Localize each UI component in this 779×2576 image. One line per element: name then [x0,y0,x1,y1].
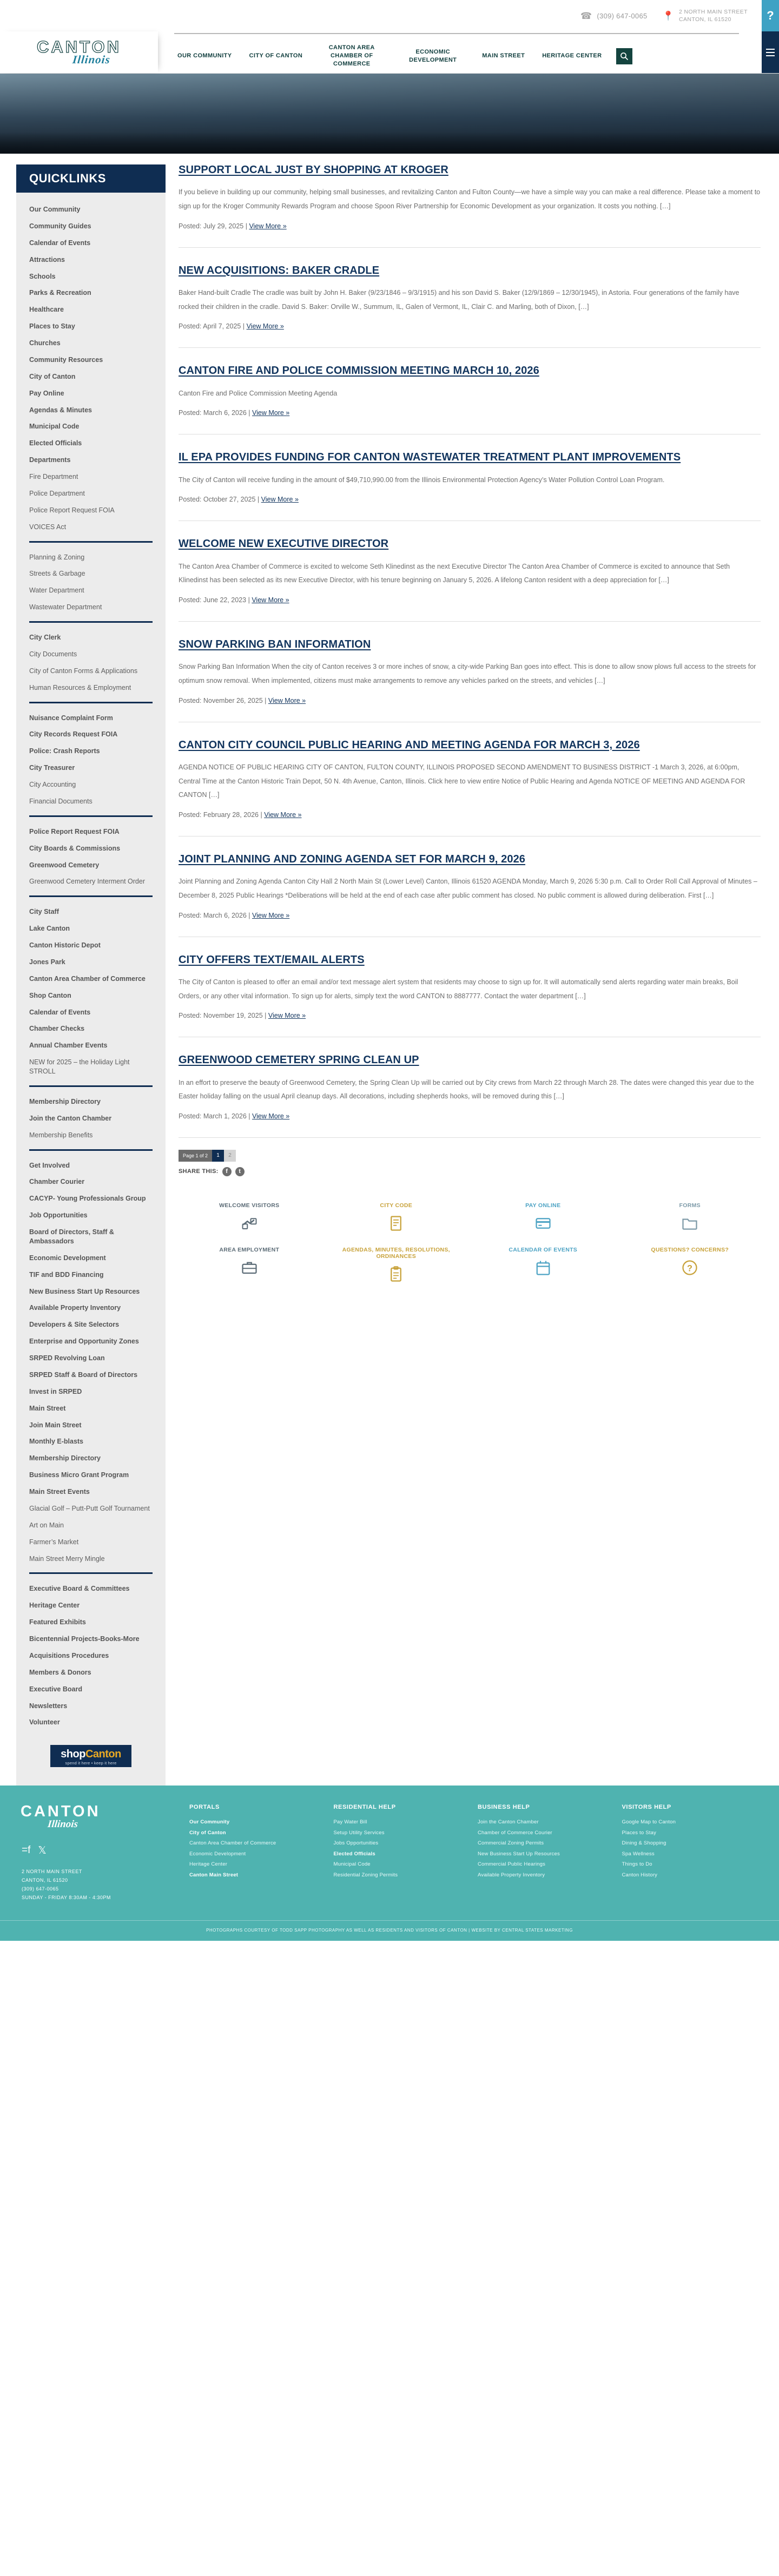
tile-pay-online[interactable] [472,1198,614,1240]
sidebar-item-main-street-merry-mingle[interactable]: Main Street Merry Mingle [29,1554,105,1563]
sidebar-item-water-department[interactable]: Water Department [29,587,84,595]
sidebar-item-chamber-checks[interactable]: Chamber Checks [29,1025,85,1033]
sidebar-item-art-on-main[interactable]: Art on Main [29,1521,64,1529]
sidebar-item-calendar-of-events[interactable]: Calendar of Events [29,239,91,247]
sidebar-item-city-clerk[interactable]: City Clerk [29,634,61,641]
share-label: SHARE THIS: [179,1168,219,1175]
sidebar-item-elected-officials[interactable]: Elected Officials [29,439,82,447]
sidebar-item-monthly-e-blasts[interactable]: Monthly E-blasts [29,1438,84,1446]
sidebar-item-job-opportunities[interactable]: Job Opportunities [29,1211,88,1220]
footer-link-canton-history[interactable]: Canton History [622,1872,658,1878]
post-excerpt: In an effort to preserve the beauty of Greenwood Cemetery, the Spring Clean Up will be carried out by City crews from March 22 through March 28. The dates were changed this year due to the Easter holiday falling on the usual April cleanup days. All decorations, including shepherds hooks, will be removed during this […] [179,1078,754,1101]
sidebar-item-annual-chamber-events[interactable]: Annual Chamber Events [29,1042,108,1050]
sidebar-item-departments[interactable]: Departments [29,456,71,464]
shop-canton-badge[interactable] [50,1745,131,1767]
nav-item-chamber-of-commerce[interactable]: CANTON AREA CHAMBER OF COMMERCE [328,44,375,67]
footer-link-elected-officials[interactable]: Elected Officials [333,1850,375,1857]
handshake-icon [181,1214,318,1233]
footer-link-new-business-start-up-resources[interactable]: New Business Start Up Resources [478,1850,560,1857]
sidebar-item-jones-park[interactable]: Jones Park [29,958,65,966]
footer-link-city-of-canton[interactable]: City of Canton [189,1829,226,1836]
footer-link-municipal-code[interactable]: Municipal Code [333,1861,371,1868]
pagination-page-1[interactable]: 1 [212,1150,224,1162]
facebook-icon[interactable]: f [222,1167,232,1176]
footer-link-commercial-zoning-permits[interactable]: Commercial Zoning Permits [478,1840,544,1847]
sidebar-item-community-guides[interactable]: Community Guides [29,222,91,230]
post-excerpt: AGENDA NOTICE OF PUBLIC HEARING CITY OF CANTON, FULTON COUNTY, ILLINOIS PROPOSED SECOND AMENDMENT TO BUSINESS DISTRICT -1 March 3, 2026, at 6:00pm, Central Time at the Canton Historic Train Depot, 50 N. 4th Avenue, Canton, Illinois. Click here to view entire Notice of Public Hearing and Agenda NOTICE OF MEETING AND AGENDA FOR CANTON […] [179,763,745,799]
post-meta [179,697,761,716]
nav-item-our-community[interactable]: OUR COMMUNITY [177,52,232,60]
footer-logo-canton: CANTON [21,1803,101,1821]
sidebar-item-city-of-canton-forms-applications[interactable]: City of Canton Forms & Applications [29,667,138,675]
sidebar-item-city-accounting[interactable]: City Accounting [29,781,76,788]
sidebar-item-greenwood-cemetery[interactable]: Greenwood Cemetery [29,861,100,869]
sidebar-item-economic-development[interactable]: Economic Development [29,1254,106,1262]
document-icon [328,1214,465,1233]
sidebar-item-executive-board[interactable]: Executive Board [29,1685,82,1693]
post-date: Posted: February 28, 2026 | [179,811,262,819]
twitter-icon[interactable]: 𝕏 [38,1845,47,1857]
sidebar-item-join-the-canton-chamber[interactable]: Join the Canton Chamber [29,1114,112,1122]
sidebar-item-nuisance-complaint-form[interactable]: Nuisance Complaint Form [29,714,113,722]
sidebar-item-city-of-canton[interactable]: City of Canton [29,372,76,380]
sidebar-item-bicentennial-projects-books-more[interactable]: Bicentennial Projects-Books-More [29,1635,140,1643]
post-list [179,163,761,1137]
sidebar-item-get-involved[interactable]: Get Involved [29,1161,70,1169]
post-date: Posted: June 22, 2023 | [179,596,250,604]
footer-heading-portals: PORTALS [189,1804,220,1811]
sidebar-item-pay-online[interactable]: Pay Online [29,389,64,397]
post-date: Posted: March 6, 2026 | [179,409,250,417]
sidebar-item-parks-recreation[interactable]: Parks & Recreation [29,289,91,297]
footer-link-setup-utility-services[interactable]: Setup Utility Services [333,1829,385,1836]
post-excerpt: The City of Canton will receive funding in the amount of $49,710,990.00 from the Illinois Environmental Protection Agency’s Water Pollution Control Loan Program. [179,476,665,484]
tile-agendas-minutes-resolutions-ordinances[interactable] [326,1242,467,1291]
sidebar-item-cacyp-young-professionals-group[interactable]: CACYP- Young Professionals Group [29,1195,146,1203]
sidebar-item-heritage-center[interactable]: Heritage Center [29,1602,80,1610]
sidebar-item-agendas-minutes[interactable]: Agendas & Minutes [29,406,92,414]
post-item [179,722,761,836]
footer-column-residential [334,1804,470,1902]
telephone-icon: ☎ [580,10,592,21]
tile-label: AGENDAS, MINUTES, RESOLUTIONS, ORDINANCES [342,1246,450,1260]
tile-label: CITY CODE [380,1202,413,1209]
sidebar-item-main-street-events[interactable]: Main Street Events [29,1488,90,1495]
post-date: Posted: July 29, 2025 | [179,222,247,230]
sidebar-item-featured-exhibits[interactable]: Featured Exhibits [29,1618,86,1626]
post-item [179,247,761,348]
sidebar-item-executive-board-committees[interactable]: Executive Board & Committees [29,1585,130,1593]
footer-copyright: PHOTOGRAPHS COURTESY OF TODD SAPP PHOTOGRAPHY AS WELL AS RESIDENTS AND VISITORS OF CANTON | WEBSITE BY CENTRAL STATES MARKETING [0,1920,779,1941]
post-date: Posted: March 1, 2026 | [179,1112,250,1120]
sidebar-item-invest-in-srped[interactable]: Invest in SRPED [29,1387,82,1395]
sidebar-item-city-treasurer[interactable]: City Treasurer [29,764,75,772]
folder-icon [622,1214,759,1233]
footer-link-canton-area-chamber-of-commerce[interactable]: Canton Area Chamber of Commerce [189,1840,276,1847]
footer-link-heritage-center[interactable]: Heritage Center [189,1861,228,1868]
post-item [179,937,761,1037]
facebook-icon[interactable]: =f [22,1844,31,1856]
footer-link-jobs-opportunities[interactable]: Jobs Opportunities [333,1840,379,1847]
post-excerpt: Baker Hand-built Cradle The cradle was built by John H. Baker (9/23/1846 – 9/3/1915) and his son David S. Baker (12/9/1869 – 12/30/1945), in Astoria. Four generations of the family have rocked their children in the cradle. David S. Baker: Orville W., Summum, IL, Galen of Vermont, IL, Clair C. and Marling, both of Dixon, […] [179,289,740,311]
clipboard-icon [328,1265,465,1283]
utility-bar [0,0,779,31]
nav-items [169,34,762,71]
view-more-link[interactable]: View More » [246,322,284,331]
footer-link-google-map-to-canton[interactable]: Google Map to Canton [622,1819,676,1826]
sidebar-item-membership-directory[interactable]: Membership Directory [29,1097,101,1105]
sidebar-item-srped-staff-board-of-directors[interactable]: SRPED Staff & Board of Directors [29,1371,138,1379]
main-content [166,154,779,1315]
sidebar-item-new-for-2025-the-holiday-light-stroll[interactable]: NEW for 2025 – the Holiday Light STROLL [29,1058,130,1075]
tile-label: CALENDAR OF EVENTS [509,1246,578,1253]
sidebar-item-places-to-stay[interactable]: Places to Stay [29,322,75,331]
sidebar-item-human-resources-employment[interactable]: Human Resources & Employment [29,683,131,691]
footer-link-canton-main-street[interactable]: Canton Main Street [189,1872,239,1878]
tile-label: FORMS [679,1202,701,1209]
shop-canton-word1: shop [61,1748,85,1761]
sidebar-item-city-documents[interactable]: City Documents [29,650,77,658]
footer-heading-visitors: VISITORS HELP [622,1804,671,1811]
search-icon[interactable] [616,48,632,64]
post-date: Posted: March 6, 2026 | [179,911,250,919]
sidebar-item-main-street[interactable]: Main Street [29,1404,66,1412]
pagination-page-2[interactable]: 2 [224,1150,236,1162]
footer-link-dining-shopping[interactable]: Dining & Shopping [622,1840,666,1847]
briefcase-icon [181,1259,318,1277]
post-meta [179,322,761,342]
footer-link-our-community[interactable]: Our Community [189,1819,230,1826]
phone-contact[interactable] [580,11,648,21]
twitter-icon[interactable]: t [235,1167,245,1176]
post-item [179,521,761,621]
map-pin-icon: 📍 [662,10,674,21]
nav-item-heritage-center[interactable]: HERITAGE CENTER [542,52,602,60]
footer-link-residential-zoning-permits[interactable]: Residential Zoning Permits [333,1872,398,1878]
post-excerpt: The City of Canton is pleased to offer an email and/or text message alert system that residents may choose to sign up for. It will automatically send alerts regarding water main breaks, Boil Orders, or any other vital information. To sign up for alerts, simply text the word CANTON to 8887777. Contact the water department […] [179,978,738,1000]
sidebar-item-police-report-request-foia[interactable]: Police Report Request FOIA [29,827,120,835]
footer-heading-business: BUSINESS HELP [478,1804,530,1811]
post-excerpt: If you believe in building up our community, helping small businesses, and revitalizing Canton and Fulton County—we have a simple way you can make a real difference. Please take a moment to sign up for the Kroger Community Rewards Program and choose Spoon River Partnership for Economic Development as your organization. It costs you nothing. […] [179,188,761,210]
nav-item-city-of-canton[interactable]: CITY OF CANTON [249,52,303,60]
sidebar-item-city-records-request-foia[interactable]: City Records Request FOIA [29,730,118,739]
sidebar-divider [29,1149,153,1151]
address-text: 2 NORTH MAIN STREET CANTON, IL 61520 [678,8,748,23]
quicklinks-title: QUICKLINKS [16,164,166,193]
post-excerpt: Canton Fire and Police Commission Meeting Agenda [179,389,338,397]
sidebar-item-available-property-inventory[interactable]: Available Property Inventory [29,1304,121,1312]
footer-brand [18,1804,181,1902]
footer-link-available-property-inventory[interactable]: Available Property Inventory [478,1872,545,1878]
view-more-link[interactable]: View More » [252,409,290,417]
sidebar-item-lake-canton[interactable]: Lake Canton [29,925,70,933]
logo-canton-text: CANTON [36,37,122,56]
sidebar-divider [29,1572,153,1574]
sidebar-item-streets-garbage[interactable]: Streets & Garbage [29,570,85,578]
sidebar-item-canton-area-chamber-of-commerce[interactable]: Canton Area Chamber of Commerce [29,974,146,983]
sidebar-item-chamber-courier[interactable]: Chamber Courier [29,1178,85,1186]
svg-text:?: ? [687,1263,693,1274]
post-item [179,434,761,521]
sidebar-item-srped-revolving-loan[interactable]: SRPED Revolving Loan [29,1354,105,1362]
sidebar-item-planning-zoning[interactable]: Planning & Zoning [29,553,85,561]
sidebar-divider [29,895,153,897]
post-item [179,836,761,937]
footer-link-commercial-public-hearings[interactable]: Commercial Public Hearings [478,1861,546,1868]
post-item [179,1037,761,1137]
hamburger-menu-icon[interactable] [762,31,779,73]
view-more-link[interactable]: View More » [268,1012,306,1020]
footer-column-portals [189,1804,325,1902]
sidebar-item-membership-directory[interactable]: Membership Directory [29,1454,101,1462]
footer-social [22,1844,181,1857]
sidebar-item-greenwood-cemetery-interment-order[interactable]: Greenwood Cemetery Interment Order [29,878,145,886]
sidebar-item-enterprise-and-opportunity-zones[interactable]: Enterprise and Opportunity Zones [29,1338,139,1346]
post-item [179,621,761,722]
sidebar-item-healthcare[interactable]: Healthcare [29,306,64,314]
sidebar-divider [29,1085,153,1087]
tile-calendar-of-events[interactable] [472,1242,614,1291]
sidebar-item-farmer-s-market[interactable]: Farmer’s Market [29,1538,79,1546]
sidebar-item-developers-site-selectors[interactable]: Developers & Site Selectors [29,1321,120,1329]
quick-tiles [179,1198,761,1291]
question-mark-icon [622,1259,759,1277]
view-more-link[interactable]: View More » [264,811,302,819]
sidebar-item-fire-department[interactable]: Fire Department [29,473,78,480]
sidebar-item-new-business-start-up-resources[interactable]: New Business Start Up Resources [29,1287,140,1295]
sidebar-item-schools[interactable]: Schools [29,272,56,280]
post-excerpt: Snow Parking Ban Information When the city of Canton receives 3 or more inches of snow, a city-wide Parking Ban goes into effect. This is done to allow snow plows full access to the streets for optimum snow removal. When implemented, citizens must make arrangements to remove any vehicles parked on the streets, and vehicles […] [179,663,756,684]
footer-link-join-the-canton-chamber[interactable]: Join the Canton Chamber [478,1819,539,1826]
shop-canton-tagline: spend it here • keep it here [65,1761,117,1766]
post-meta [179,1112,761,1132]
sidebar-item-police-crash-reports[interactable]: Police: Crash Reports [29,747,100,755]
view-more-link[interactable]: View More » [261,496,299,504]
tile-area-employment[interactable] [179,1242,320,1291]
post-title[interactable]: SNOW PARKING BAN INFORMATION [179,638,371,650]
sidebar-item-newsletters[interactable]: Newsletters [29,1702,68,1710]
help-button[interactable]: ? [762,0,779,31]
nav-item-main-street[interactable]: MAIN STREET [482,52,525,60]
phone-number: (309) 647-0065 [597,11,648,20]
credit-card-icon [474,1214,612,1233]
address-contact[interactable] [663,8,748,23]
footer-heading-residential: RESIDENTIAL HELP [333,1804,396,1811]
sidebar-item-canton-historic-depot[interactable]: Canton Historic Depot [29,941,101,949]
post-title[interactable]: IL EPA PROVIDES FUNDING FOR CANTON WASTEWATER TREATMENT PLANT IMPROVEMENTS [179,451,681,464]
sidebar-item-business-micro-grant-program[interactable]: Business Micro Grant Program [29,1471,129,1479]
post-meta [179,222,761,242]
shop-canton-word2: Canton [85,1748,121,1761]
site-footer [0,1786,779,1941]
tile-city-code[interactable] [326,1198,467,1240]
site-logo[interactable] [0,31,158,73]
sidebar-item-board-of-directors-staff-ambassadors[interactable]: Board of Directors, Staff & Ambassadors [29,1228,114,1245]
tile-label: AREA EMPLOYMENT [219,1246,280,1253]
sidebar-item-wastewater-department[interactable]: Wastewater Department [29,603,102,611]
sidebar-item-city-boards-commissions[interactable]: City Boards & Commissions [29,844,121,852]
sidebar-item-churches[interactable]: Churches [29,339,61,347]
sidebar-divider [29,702,153,703]
post-title[interactable]: CANTON FIRE AND POLICE COMMISSION MEETING MARCH 10, 2026 [179,365,539,377]
post-title[interactable]: JOINT PLANNING AND ZONING AGENDA SET FOR MARCH 9, 2026 [179,853,526,865]
view-more-link[interactable]: View More » [252,596,289,604]
sidebar-item-our-community[interactable]: Our Community [29,206,81,213]
tile-welcome-visitors[interactable] [179,1198,320,1240]
tile-label: QUESTIONS? CONCERNS? [651,1246,729,1253]
tile-questions-concerns[interactable] [619,1242,761,1291]
post-title[interactable]: NEW ACQUISITIONS: BAKER CRADLE [179,264,380,276]
view-more-link[interactable]: View More » [252,911,290,919]
post-date: Posted: November 19, 2025 | [179,1012,267,1020]
sidebar-divider [29,815,153,817]
sidebar-item-voices-act[interactable]: VOICES Act [29,523,67,531]
sidebar-divider [29,621,153,623]
view-more-link[interactable]: View More » [252,1112,290,1120]
sidebar-divider [29,541,153,543]
post-title[interactable]: CITY OFFERS TEXT/EMAIL ALERTS [179,953,365,966]
view-more-link[interactable]: View More » [249,222,287,230]
sidebar-item-police-department[interactable]: Police Department [29,489,85,497]
footer-link-places-to-stay[interactable]: Places to Stay [622,1829,657,1836]
quicklinks-sidebar [0,154,166,1786]
post-title[interactable]: WELCOME NEW EXECUTIVE DIRECTOR [179,538,389,550]
sidebar-item-volunteer[interactable]: Volunteer [29,1718,60,1727]
post-meta [179,912,761,931]
post-date: Posted: November 26, 2025 | [179,696,267,704]
footer-column-visitors [622,1804,758,1902]
tile-forms[interactable] [619,1198,761,1240]
footer-column-business [478,1804,613,1902]
post-meta [179,409,761,429]
sidebar-item-shop-canton[interactable]: Shop Canton [29,991,71,999]
post-title[interactable]: GREENWOOD CEMETERY SPRING CLEAN UP [179,1054,419,1066]
pagination [179,1150,761,1162]
tile-label: WELCOME VISITORS [219,1202,280,1209]
nav-item-economic-development[interactable]: ECONOMIC DEVELOPMENT [409,48,457,63]
quicklinks-list [16,193,166,1786]
footer-link-pay-water-bill[interactable]: Pay Water Bill [333,1819,367,1826]
post-date: Posted: April 7, 2025 | [179,322,245,331]
sidebar-item-tif-and-bdd-financing[interactable]: TIF and BDD Financing [29,1270,104,1279]
tile-label: PAY ONLINE [525,1202,561,1209]
sidebar-item-members-donors[interactable]: Members & Donors [29,1668,91,1676]
post-item [179,347,761,434]
sidebar-item-acquisitions-procedures[interactable]: Acquisitions Procedures [29,1651,109,1659]
post-meta [179,1012,761,1031]
post-title[interactable]: SUPPORT LOCAL JUST BY SHOPPING AT KROGER [179,164,448,176]
main-navigation [158,31,762,73]
pagination-label: Page 1 of 2 [179,1150,212,1162]
post-meta [179,496,761,515]
footer-link-spa-wellness[interactable]: Spa Wellness [622,1850,655,1857]
footer-link-things-to-do[interactable]: Things to Do [622,1861,652,1868]
view-more-link[interactable]: View More » [268,696,306,704]
sidebar-item-glacial-golf-putt-putt-golf-tournament[interactable]: Glacial Golf – Putt-Putt Golf Tournament [29,1504,150,1512]
sidebar-item-join-main-street[interactable]: Join Main Street [29,1421,82,1429]
footer-link-chamber-of-commerce-courier[interactable]: Chamber of Commerce Courier [478,1829,552,1836]
post-excerpt: Joint Planning and Zoning Agenda Canton City Hall 2 North Main St (Lower Level) Canton, Illinois 61520 AGENDA Monday, March 9, 2026 5:30 p.m. Call to Order Roll Call Approval of Minutes –December 8, 2025 Public Hearings *Deliberations will be held at the end of each case after public comment has closed. No public comment is allowed during deliberation. First […] [179,878,757,899]
sidebar-item-attractions[interactable]: Attractions [29,255,65,263]
post-meta [179,811,761,831]
post-excerpt: The Canton Area Chamber of Commerce is excited to welcome Seth Klinedinst as the next Executive Director The Canton Area Chamber of Commerce is excited to announce that Seth Klinedinst has been selected as its new Executive Director, with his tenure beginning on January 5, 2026. A lifelong Canton resident with a deep appreciation for […] [179,562,730,584]
footer-link-economic-development[interactable]: Economic Development [189,1850,246,1857]
sidebar-item-police-report-request-foia[interactable]: Police Report Request FOIA [29,506,115,514]
site-header [0,31,779,74]
sidebar-item-community-resources[interactable]: Community Resources [29,355,103,364]
footer-logo-illinois: Illinois [47,1819,79,1830]
sidebar-item-municipal-code[interactable]: Municipal Code [29,423,80,431]
calendar-icon [474,1259,612,1277]
logo-illinois-text: Illinois [71,52,111,66]
post-divider [179,1137,761,1138]
sidebar-item-city-staff[interactable]: City Staff [29,908,59,916]
footer-address: 2 NORTH MAIN STREET CANTON, IL 61520 (309) 647-0065 SUNDAY - FRIDAY 8:30AM - 4:30PM [22,1869,111,1900]
sidebar-item-financial-documents[interactable]: Financial Documents [29,797,93,805]
post-date: Posted: October 27, 2025 | [179,496,260,504]
post-meta [179,596,761,616]
sidebar-item-membership-benefits[interactable]: Membership Benefits [29,1131,93,1139]
post-title[interactable]: CANTON CITY COUNCIL PUBLIC HEARING AND MEETING AGENDA FOR MARCH 3, 2026 [179,739,640,751]
sidebar-item-calendar-of-events[interactable]: Calendar of Events [29,1008,91,1016]
post-item [179,163,761,247]
hero-banner-image [0,74,779,154]
share-bar [179,1167,761,1176]
